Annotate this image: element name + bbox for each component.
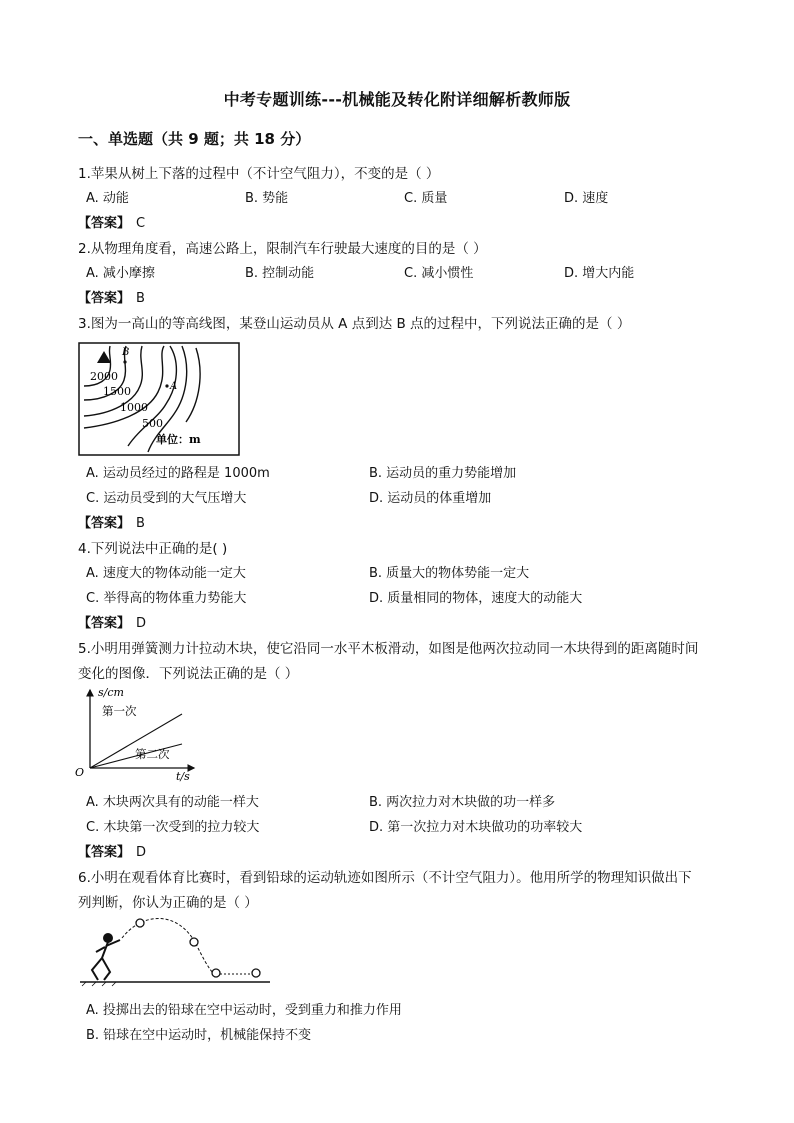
q2-answer — [78, 287, 145, 306]
q1-option-c: C. 质量 — [404, 191, 448, 206]
answer-tag: 【答案】 — [78, 516, 131, 531]
distance-time-graph — [72, 684, 202, 784]
q4-answer-value: D — [136, 616, 147, 631]
q2-option-d: D. 增大内能 — [564, 266, 635, 281]
q3-option-c: C. 运动员受到的大气压增大 — [86, 491, 247, 506]
shot-ball-3 — [212, 969, 220, 977]
q3-option-a: A. 运动员经过的路程是 1000m — [86, 466, 270, 481]
point-b-marker — [123, 360, 126, 363]
answer-tag: 【答案】 — [78, 616, 131, 631]
x-axis-label: t/s — [176, 770, 190, 783]
q2-option-b: B. 控制动能 — [245, 266, 315, 281]
q1-option-d: D. 速度 — [564, 191, 609, 206]
trajectory-path — [122, 918, 214, 974]
q1-option-b: B. 势能 — [245, 191, 289, 206]
q6-stem-line2: 列判断，你认为正确的是（ ） — [78, 895, 258, 911]
q3-answer — [78, 512, 145, 531]
q4-option-c: C. 举得高的物体重力势能大 — [86, 591, 247, 606]
contour-label-1000: 1000 — [120, 401, 148, 414]
q6-option-b: B. 铅球在空中运动时，机械能保持不变 — [86, 1028, 312, 1043]
q4-option-d: D. 质量相同的物体，速度大的动能大 — [369, 591, 583, 606]
answer-tag: 【答案】 — [78, 291, 131, 306]
q1-answer — [78, 212, 145, 231]
first-trial-label: 第一次 — [102, 704, 137, 718]
q4-answer — [78, 612, 146, 631]
unit-label: 单位：m — [156, 433, 201, 446]
shot-put-trajectory-figure — [78, 914, 272, 990]
q2-answer-value: B — [136, 291, 145, 306]
q2-option-c: C. 减小惯性 — [404, 266, 474, 281]
q5-stem-line1: 5.小明用弹簧测力计拉动木块，使它沿同一水平木板滑动，如图是他两次拉动同一木块得到的距离随时间 — [78, 641, 699, 657]
shot-ball-4 — [252, 969, 260, 977]
shot-ball-2 — [190, 938, 198, 946]
contour-map-figure — [78, 342, 240, 456]
y-axis-label: s/cm — [98, 686, 124, 699]
origin-label: O — [75, 766, 85, 779]
contour-label-1500: 1500 — [103, 385, 131, 398]
q5-stem-line2: 变化的图像．下列说法正确的是（ ） — [78, 666, 299, 682]
q5-answer — [78, 841, 146, 860]
q2-option-a: A. 减小摩擦 — [86, 266, 155, 281]
q4-stem: 4.下列说法中正确的是( ) — [78, 541, 228, 557]
point-b-label: B — [122, 347, 130, 358]
q5-option-d: D. 第一次拉力对木块做功的功率较大 — [369, 820, 583, 835]
q1-option-a: A. 动能 — [86, 191, 129, 206]
section-heading: 一、单选题（共 9 题；共 18 分） — [78, 130, 311, 148]
contour-label-500: 500 — [142, 417, 163, 430]
q1-stem: 1.苹果从树上下落的过程中（不计空气阻力），不变的是（ ） — [78, 166, 440, 182]
point-a-marker — [165, 384, 168, 387]
answer-tag: 【答案】 — [78, 845, 131, 860]
point-a-label: A — [170, 381, 178, 392]
q6-option-a: A. 投掷出去的铅球在空中运动时，受到重力和推力作用 — [86, 1003, 402, 1018]
answer-tag: 【答案】 — [78, 216, 131, 231]
q3-option-d: D. 运动员的体重增加 — [369, 491, 492, 506]
q2-stem: 2.从物理角度看，高速公路上，限制汽车行驶最大速度的目的是（ ） — [78, 241, 487, 257]
q3-stem: 3.图为一高山的等高线图，某登山运动员从 A 点到达 B 点的过程中，下列说法正确的是（ ） — [78, 316, 631, 332]
q1-answer-value: C — [136, 216, 146, 231]
q5-option-a: A. 木块两次具有的动能一样大 — [86, 795, 259, 810]
q5-option-b: B. 两次拉力对木块做的功一样多 — [369, 795, 556, 810]
shot-ball-1 — [136, 919, 144, 927]
athlete-icon — [92, 934, 120, 980]
q4-option-a: A. 速度大的物体动能一定大 — [86, 566, 246, 581]
q6-stem-line1: 6.小明在观看体育比赛时，看到铅球的运动轨迹如图所示（不计空气阻力）。他用所学的物理知识做出下 — [78, 870, 692, 886]
q4-option-b: B. 质量大的物体势能一定大 — [369, 566, 530, 581]
document-title: 中考专题训练---机械能及转化附详细解析教师版 — [223, 90, 571, 109]
q3-option-b: B. 运动员的重力势能增加 — [369, 466, 517, 481]
q5-answer-value: D — [136, 845, 147, 860]
q3-answer-value: B — [136, 516, 145, 531]
q5-option-c: C. 木块第一次受到的拉力较大 — [86, 820, 260, 835]
contour-label-2000: 2000 — [90, 370, 118, 383]
second-trial-label: 第二次 — [135, 747, 170, 761]
